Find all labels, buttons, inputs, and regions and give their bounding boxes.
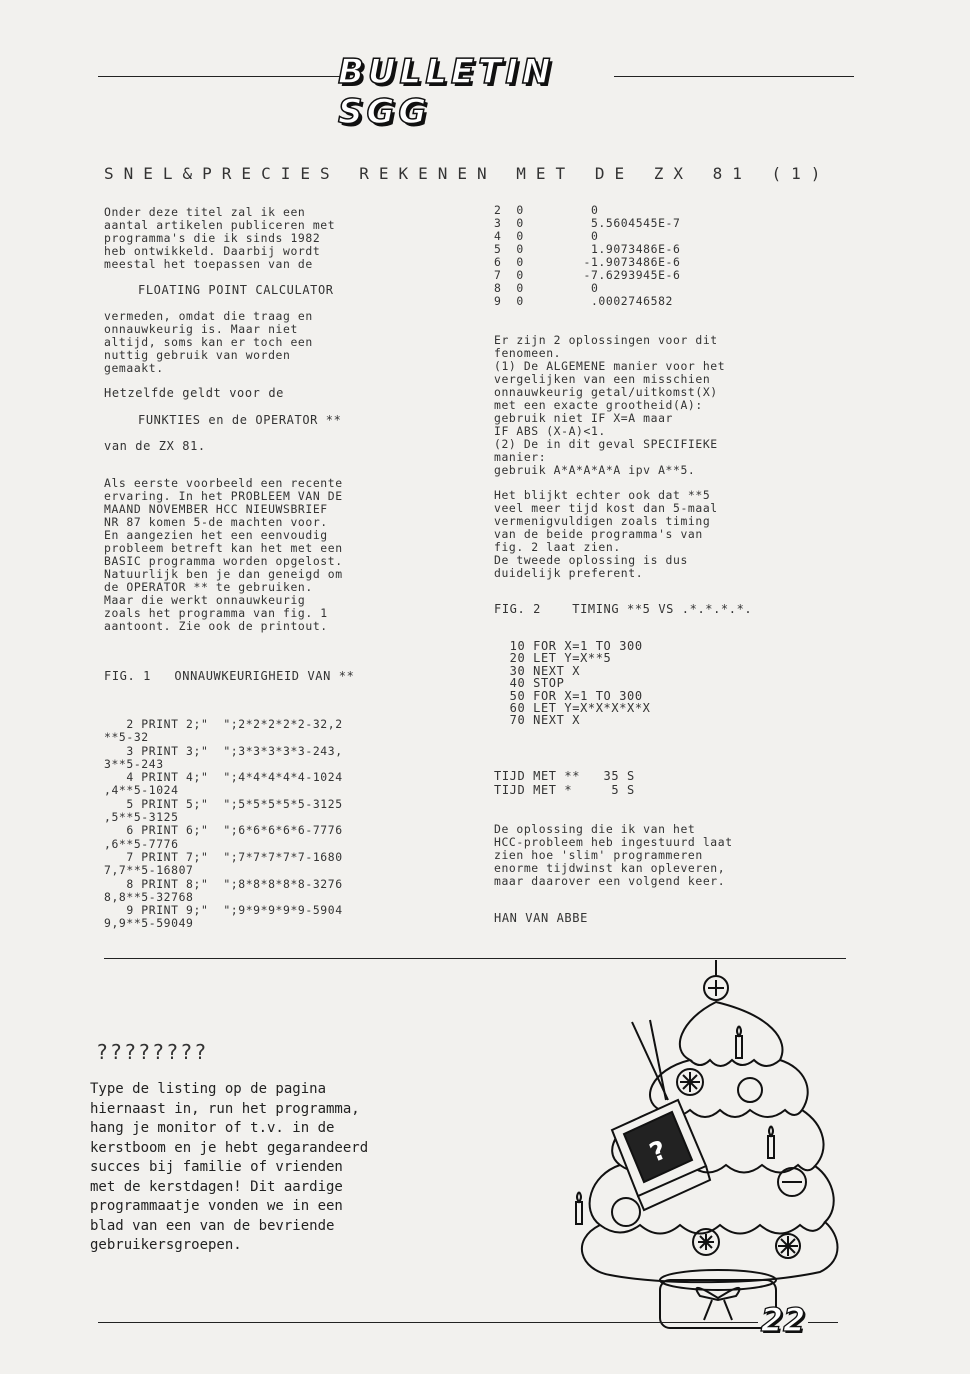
text-line: maar daarover een volgend keer. bbox=[494, 874, 726, 888]
text-line: Het blijkt echter ook dat **5 bbox=[494, 488, 711, 502]
box-text bbox=[90, 1080, 450, 1256]
text-line: Onder deze titel zal ik een bbox=[104, 205, 306, 219]
text-line: zien hoe 'slim' programmeren bbox=[494, 848, 703, 862]
article-title: SNEL&PRECIES REKENEN MET DE ZX 81 (1) bbox=[104, 164, 831, 183]
printout-row: 6 0 -1.9073486E-6 bbox=[494, 255, 681, 269]
text-line: aantoont. Zie ook de printout. bbox=[104, 619, 328, 633]
text-line: Natuurlijk ben je dan geneigd om bbox=[104, 567, 343, 581]
author-name: HAN VAN ABBE bbox=[494, 911, 588, 925]
text-line: meestal het toepassen van de bbox=[104, 257, 313, 271]
code-line: 8,8**5-32768 bbox=[104, 889, 194, 904]
text-line: IF ABS (X-A)<1. bbox=[494, 424, 606, 438]
text-line: veel meer tijd kost dan 5-maal bbox=[494, 501, 718, 515]
of-zx-line: van de ZX 81. bbox=[104, 439, 206, 453]
text-line: van de beide programma's van bbox=[494, 527, 703, 541]
code-line: 8 PRINT 8;" ";8*8*8*8*8-3276 bbox=[104, 876, 343, 891]
box-text-line: programmaatje vonden we in een bbox=[90, 1198, 343, 1214]
avoid-paragraph bbox=[104, 310, 464, 375]
code-line: 50 FOR X=1 TO 300 bbox=[494, 688, 643, 703]
box-text-line: hang je monitor of t.v. in de bbox=[90, 1120, 335, 1136]
text-line: onnauwkeurig getal/uitkomst(X) bbox=[494, 385, 718, 399]
conclusion-paragraph bbox=[494, 823, 844, 888]
text-line: onnauwkeurig is. Maar niet bbox=[104, 322, 298, 336]
code-line: ,6**5-7776 bbox=[104, 836, 179, 851]
text-line: De oplossing die ik van het bbox=[494, 822, 696, 836]
speed-paragraph bbox=[494, 489, 844, 580]
printout-row: 2 0 0 bbox=[494, 203, 599, 217]
text-line: De tweede oplossing is dus bbox=[494, 553, 688, 567]
code-line: 3**5-243 bbox=[104, 756, 164, 771]
tv-screen-question-mark: ? bbox=[645, 1135, 671, 1169]
header-rule-right bbox=[614, 76, 854, 77]
timing-row: TIJD MET * 5 S bbox=[494, 782, 635, 797]
code-line: 6 PRINT 6;" ";6*6*6*6*6-7776 bbox=[104, 823, 343, 838]
code-line: 70 NEXT X bbox=[494, 713, 581, 728]
text-line: fig. 2 laat zien. bbox=[494, 540, 621, 554]
text-line: ervaring. In het PROBLEEM VAN DE bbox=[104, 489, 343, 503]
printout-row: 5 0 1.9073486E-6 bbox=[494, 242, 681, 256]
text-line: BASIC programma worden opgelost. bbox=[104, 554, 343, 568]
fig2-listing bbox=[494, 640, 844, 727]
text-line: Als eerste voorbeeld een recente bbox=[104, 476, 343, 490]
ornament-icon bbox=[738, 1078, 762, 1102]
text-line: MAAND NOVEMBER HCC NIEUWSBRIEF bbox=[104, 502, 328, 516]
page-number: 22 bbox=[760, 1301, 806, 1339]
box-text-line: hiernaast in, run het programma, bbox=[90, 1100, 360, 1117]
same-for-line: Hetzelfde geldt voor de bbox=[104, 386, 284, 400]
example-paragraph bbox=[104, 477, 464, 633]
candle-icon bbox=[576, 1202, 582, 1224]
candle-icon bbox=[768, 1136, 774, 1158]
fig2-title: FIG. 2 TIMING **5 VS .*.*.*.*. bbox=[494, 602, 753, 616]
box-text-line: Type de listing op de pagina bbox=[90, 1081, 327, 1097]
code-line: 20 LET Y=X**5 bbox=[494, 651, 612, 666]
text-line: enorme tijdwinst kan opleveren, bbox=[494, 861, 726, 875]
box-text-line: kerstboom en je hebt gegarandeerd bbox=[90, 1139, 369, 1156]
text-line: vergelijken van een misschien bbox=[494, 372, 711, 386]
code-line: 7 PRINT 7;" ";7*7*7*7*7-1680 bbox=[104, 849, 343, 864]
header-rule-left bbox=[98, 76, 340, 77]
printout-row: 9 0 .0002746582 bbox=[494, 294, 673, 308]
code-line: 9 PRINT 9;" ";9*9*9*9*9-5904 bbox=[104, 903, 343, 918]
code-line: 60 LET Y=X*X*X*X*X bbox=[494, 701, 651, 716]
timing-row: TIJD MET ** 35 S bbox=[494, 769, 635, 783]
candle-icon bbox=[736, 1036, 742, 1058]
printout-row: 8 0 0 bbox=[494, 281, 599, 295]
code-line: 7,7**5-16807 bbox=[104, 863, 194, 878]
text-line: Er zijn 2 oplossingen voor dit bbox=[494, 333, 718, 347]
code-line: 10 FOR X=1 TO 300 bbox=[494, 639, 643, 653]
text-line: de OPERATOR ** te gebruiken. bbox=[104, 580, 313, 594]
code-line: 9,9**5-59049 bbox=[104, 916, 194, 931]
text-line: manier: bbox=[494, 450, 547, 464]
code-line: 5 PRINT 5;" ";5*5*5*5*5-3125 bbox=[104, 796, 343, 811]
timing-results bbox=[494, 770, 844, 797]
box-text-line: met de kerstdagen! Dit aardige bbox=[90, 1178, 343, 1195]
text-line: gebruik A*A*A*A*A ipv A**5. bbox=[494, 463, 696, 477]
code-line: 4 PRINT 4;" ";4*4*4*4*4-1024 bbox=[104, 770, 343, 785]
text-line: aantal artikelen publiceren met bbox=[104, 218, 336, 232]
bulletin-logo: BULLETIN SGG bbox=[338, 52, 555, 132]
code-line: ,5**5-3125 bbox=[104, 810, 179, 825]
code-line: 30 NEXT X bbox=[494, 663, 581, 678]
functions-heading: FUNKTIES en de OPERATOR ** bbox=[138, 413, 342, 427]
code-line: 40 STOP bbox=[494, 676, 565, 691]
printout-table bbox=[494, 204, 844, 308]
text-line: NR 87 komen 5-de machten voor. bbox=[104, 515, 328, 529]
text-line: En aangezien het een eenvoudig bbox=[104, 528, 328, 542]
code-line: 2 PRINT 2;" ";2*2*2*2*2-32,2 bbox=[104, 717, 343, 731]
box-text-line: gebruikersgroepen. bbox=[90, 1237, 242, 1253]
footer-rule-right bbox=[808, 1322, 838, 1323]
text-line: (1) De ALGEMENE manier voor het bbox=[494, 359, 726, 373]
intro-paragraph bbox=[104, 206, 464, 271]
box-heading: ???????? bbox=[96, 1040, 209, 1064]
printout-row: 7 0 -7.6293945E-6 bbox=[494, 268, 681, 282]
text-line: nuttig gebruik van worden bbox=[104, 348, 291, 362]
printout-row: 3 0 5.5604545E-7 bbox=[494, 216, 681, 230]
text-line: duidelijk preferent. bbox=[494, 566, 644, 580]
christmas-tree-illustration bbox=[540, 960, 850, 1340]
text-line: HCC-probleem heb ingestuurd laat bbox=[494, 835, 733, 849]
ornament-icon bbox=[612, 1198, 640, 1226]
text-line: vermeden, omdat die traag en bbox=[104, 309, 313, 323]
text-line: heb ontwikkeld. Daarbij wordt bbox=[104, 244, 321, 258]
code-line: ,4**5-1024 bbox=[104, 783, 179, 798]
fig1-listing bbox=[104, 718, 464, 931]
text-line: Maar die werkt onnauwkeurig bbox=[104, 593, 306, 607]
text-line: programma's die ik sinds 1982 bbox=[104, 231, 321, 245]
floating-point-heading: FLOATING POINT CALCULATOR bbox=[138, 283, 334, 297]
code-line: 3 PRINT 3;" ";3*3*3*3*3-243, bbox=[104, 743, 343, 758]
text-line: (2) De in dit geval SPECIFIEKE bbox=[494, 437, 718, 451]
section-divider bbox=[104, 958, 846, 959]
text-line: zoals het programma van fig. 1 bbox=[104, 606, 328, 620]
code-line: **5-32 bbox=[104, 730, 149, 745]
fig1-title: FIG. 1 ONNAUWKEURIGHEID VAN ** bbox=[104, 669, 355, 683]
printout-row: 4 0 0 bbox=[494, 229, 599, 243]
text-line: vermenigvuldigen zoals timing bbox=[494, 514, 711, 528]
text-line: probleem betreft kan het met een bbox=[104, 541, 343, 555]
solutions-paragraph bbox=[494, 334, 844, 477]
text-line: fenomeen. bbox=[494, 346, 562, 360]
text-line: gemaakt. bbox=[104, 361, 164, 375]
box-text-line: succes bij familie of vrienden bbox=[90, 1159, 343, 1175]
footer-rule-left bbox=[98, 1322, 758, 1323]
box-text-line: blad van een van de bevriende bbox=[90, 1217, 335, 1234]
text-line: met een exacte grootheid(A): bbox=[494, 398, 703, 412]
text-line: altijd, soms kan er toch een bbox=[104, 335, 313, 349]
text-line: gebruik niet IF X=A maar bbox=[494, 411, 673, 425]
